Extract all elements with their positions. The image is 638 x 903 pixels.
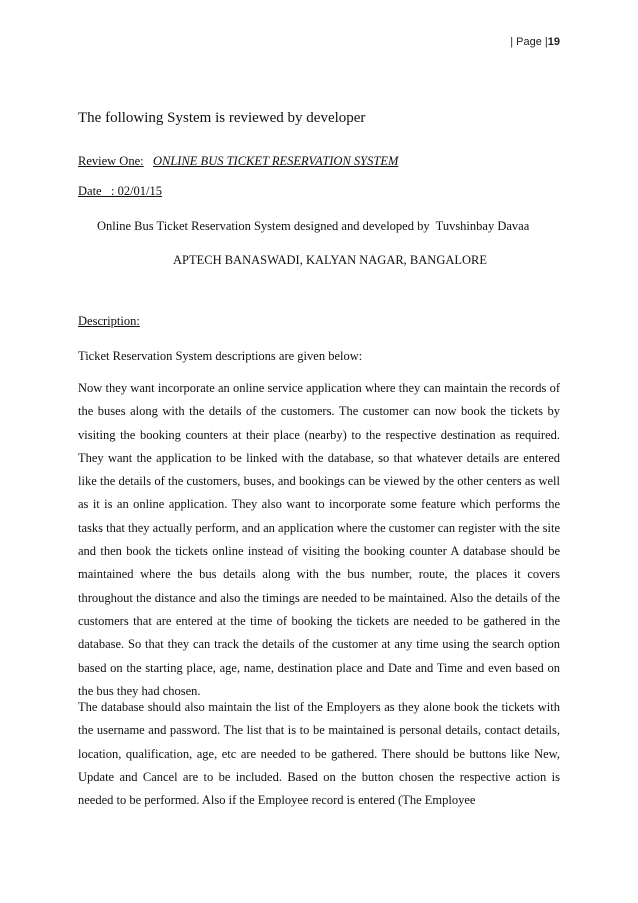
review-label: Review One: xyxy=(78,154,144,168)
review-title: ONLINE BUS TICKET RESERVATION SYSTEM xyxy=(152,154,399,168)
review-line xyxy=(78,154,398,169)
address-line: APTECH BANASWADI, KALYAN NAGAR, BANGALORE xyxy=(172,253,488,267)
date-line: Date : 02/01/15 xyxy=(78,184,163,198)
credit-line: Online Bus Ticket Reservation System designed and developed by Tuvshinbay Davaa xyxy=(97,219,530,233)
description-paragraph-2: The database should also maintain the list of the Employers as they alone book the tickets with the username and password. The list that is to be maintained is personal details, contact details, location, qualification, age, etc are needed to be gathered. There should be buttons like New, Update and Cancel are to be included. Based on the button chosen the respective action is needed to be performed. Also if the Employee record is entered (The Employee xyxy=(78,700,560,808)
page-header xyxy=(510,36,560,48)
page-number: 19 xyxy=(547,36,560,48)
document-heading-block xyxy=(78,110,560,127)
description-heading: Description: xyxy=(78,314,140,328)
description-intro: Ticket Reservation System descriptions are given below: xyxy=(78,349,363,363)
page-prefix: | Page | xyxy=(510,36,548,48)
description-paragraph-1: Now they want incorporate an online service application where they can maintain the records of the buses along with the details of the customers. The customer can now book the tickets by visiting the booking counters at their place (nearby) to the respective destination as required. They want the application to be linked with the database, so that whatever details are entered like the details of the customers, buses, and bookings can be viewed by the other centers as well as it is an online application. They also want to incorporate some feature which performs the tasks that they actually perform, and an application where the customer can register with the site and then book the tickets online instead of visiting the booking counter A database should be maintained where the bus details along with the bus number, route, the places it covers throughout the distance and also the timings are needed to be maintained. Also the details of the customers that are entered at the time of booking the tickets are needed to be gathered in the database. So that they can track the details of the customer at any time using the search option based on the starting place, age, name, destination place and Date and Time and even based on the bus they had chosen. xyxy=(78,381,560,698)
document-heading: The following System is reviewed by developer xyxy=(78,110,366,126)
